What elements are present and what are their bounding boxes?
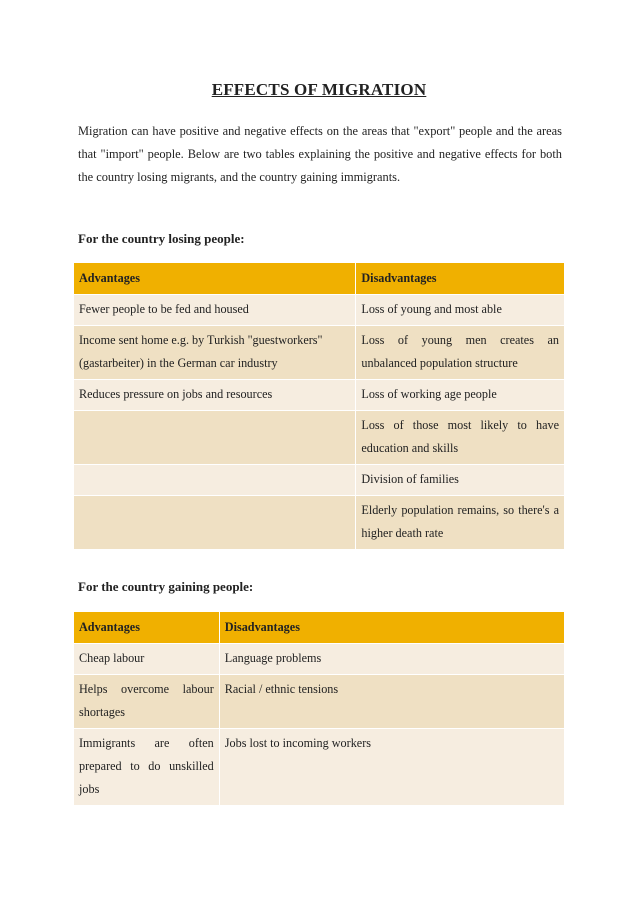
- losing-adv-cell: Income sent home e.g. by Turkish "guestworkers" (gastarbeiter) in the German car industry: [74, 326, 356, 380]
- losing-dis-cell: Loss of working age people: [356, 380, 565, 411]
- gaining-adv-cell: Helps overcome labour shortages: [74, 675, 220, 729]
- gaining-heading: For the country gaining people:: [78, 579, 254, 594]
- gaining-adv-cell: Immigrants are often prepared to do unskilled jobs: [74, 729, 220, 806]
- table-row: [74, 496, 565, 550]
- losing-dis-cell: Loss of young men creates an unbalanced population structure: [356, 326, 565, 380]
- losing-heading: For the country losing people:: [78, 231, 245, 246]
- losing-col-disadvantages: Disadvantages: [356, 263, 565, 295]
- losing-adv-cell: [74, 496, 356, 550]
- intro-paragraph: Migration can have positive and negative effects on the areas that "export" people and the areas that "import" people. Below are two tables explaining the positive and negative effects for both the country losing migrants, and the country gaining immigrants.: [78, 124, 562, 184]
- losing-adv-cell: [74, 465, 356, 496]
- table-row: [74, 380, 565, 411]
- table-row: [74, 465, 565, 496]
- losing-adv-cell: Fewer people to be fed and housed: [74, 295, 356, 326]
- table-row: [74, 644, 565, 675]
- table-row: [74, 411, 565, 465]
- table-row: [74, 729, 565, 806]
- losing-header-row: [74, 263, 565, 295]
- gaining-col-disadvantages: Disadvantages: [219, 612, 564, 644]
- gaining-dis-cell: Language problems: [219, 644, 564, 675]
- losing-adv-cell: [74, 411, 356, 465]
- gaining-adv-cell: Cheap labour: [74, 644, 220, 675]
- gaining-dis-cell: Racial / ethnic tensions: [219, 675, 564, 729]
- page-title: EFFECTS OF MIGRATION: [211, 80, 427, 99]
- losing-dis-cell: Elderly population remains, so there's a higher death rate: [356, 496, 565, 550]
- losing-adv-cell: Reduces pressure on jobs and resources: [74, 380, 356, 411]
- table-row: [74, 295, 565, 326]
- gaining-header-row: [74, 612, 565, 644]
- losing-col-advantages: Advantages: [74, 263, 356, 295]
- gaining-col-advantages: Advantages: [74, 612, 220, 644]
- losing-dis-cell: Loss of young and most able: [356, 295, 565, 326]
- losing-dis-cell: Division of families: [356, 465, 565, 496]
- losing-table: [73, 262, 565, 550]
- losing-dis-cell: Loss of those most likely to have education and skills: [356, 411, 565, 465]
- table-row: [74, 326, 565, 380]
- gaining-dis-cell: Jobs lost to incoming workers: [219, 729, 564, 806]
- gaining-table: [73, 611, 565, 806]
- table-row: [74, 675, 565, 729]
